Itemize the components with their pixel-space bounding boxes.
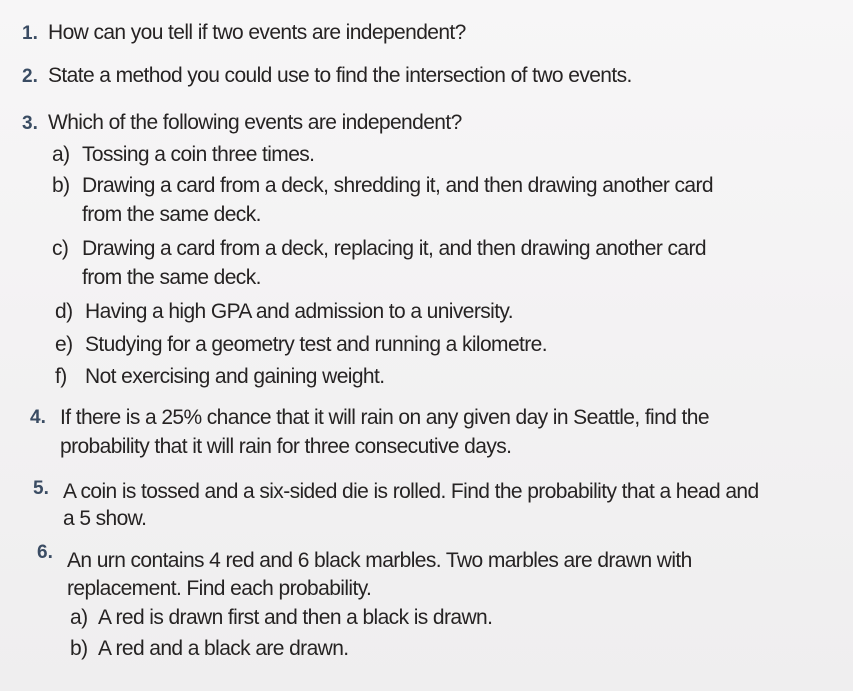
subitem-text: Studying for a geometry test and running a kilometre.: [85, 333, 547, 356]
subitem-text: Not exercising and gaining weight.: [85, 365, 385, 388]
subitem-label: e): [55, 333, 73, 356]
question-text: An urn contains 4 red and 6 black marbles. Two marbles are drawn with: [67, 549, 692, 572]
subitem-label: d): [55, 300, 73, 323]
subitem-text: Having a high GPA and admission to a university.: [85, 300, 514, 323]
subitem-text-continued: from the same deck.: [82, 203, 261, 226]
subitem-text: Drawing a card from a deck, shredding it, and then drawing another card: [82, 174, 713, 197]
question-text: A coin is tossed and a six-sided die is rolled. Find the probability that a head and: [63, 480, 759, 503]
question-text: Which of the following events are independent?: [48, 111, 462, 134]
question-number: 6.: [37, 542, 53, 563]
subitem-label: b): [52, 174, 70, 197]
question-number: 4.: [30, 407, 46, 428]
subitem-label: b): [70, 637, 88, 660]
question-text: State a method you could use to find the intersection of two events.: [48, 64, 632, 87]
question-text-continued: replacement. Find each probability.: [67, 577, 372, 600]
subitem-text: A red is drawn first and then a black is drawn.: [98, 606, 493, 629]
subitem-label: c): [52, 237, 69, 260]
subitem-text: Tossing a coin three times.: [82, 143, 315, 166]
question-number: 5.: [33, 478, 49, 499]
subitem-text-continued: from the same deck.: [82, 266, 261, 289]
subitem-text: A red and a black are drawn.: [98, 637, 349, 660]
question-text: If there is a 25% chance that it will rain on any given day in Seattle, find the: [60, 406, 709, 429]
question-number: 2.: [22, 66, 38, 87]
subitem-label: a): [70, 606, 88, 629]
question-number: 1.: [22, 23, 38, 44]
subitem-label: a): [52, 143, 70, 166]
question-text-continued: probability that it will rain for three consecutive days.: [60, 435, 512, 458]
question-number: 3.: [22, 113, 38, 134]
question-text-continued: a 5 show.: [63, 507, 147, 530]
subitem-label: f): [55, 365, 67, 388]
subitem-text: Drawing a card from a deck, replacing it, and then drawing another card: [82, 237, 706, 260]
question-text: How can you tell if two events are independent?: [48, 21, 466, 44]
